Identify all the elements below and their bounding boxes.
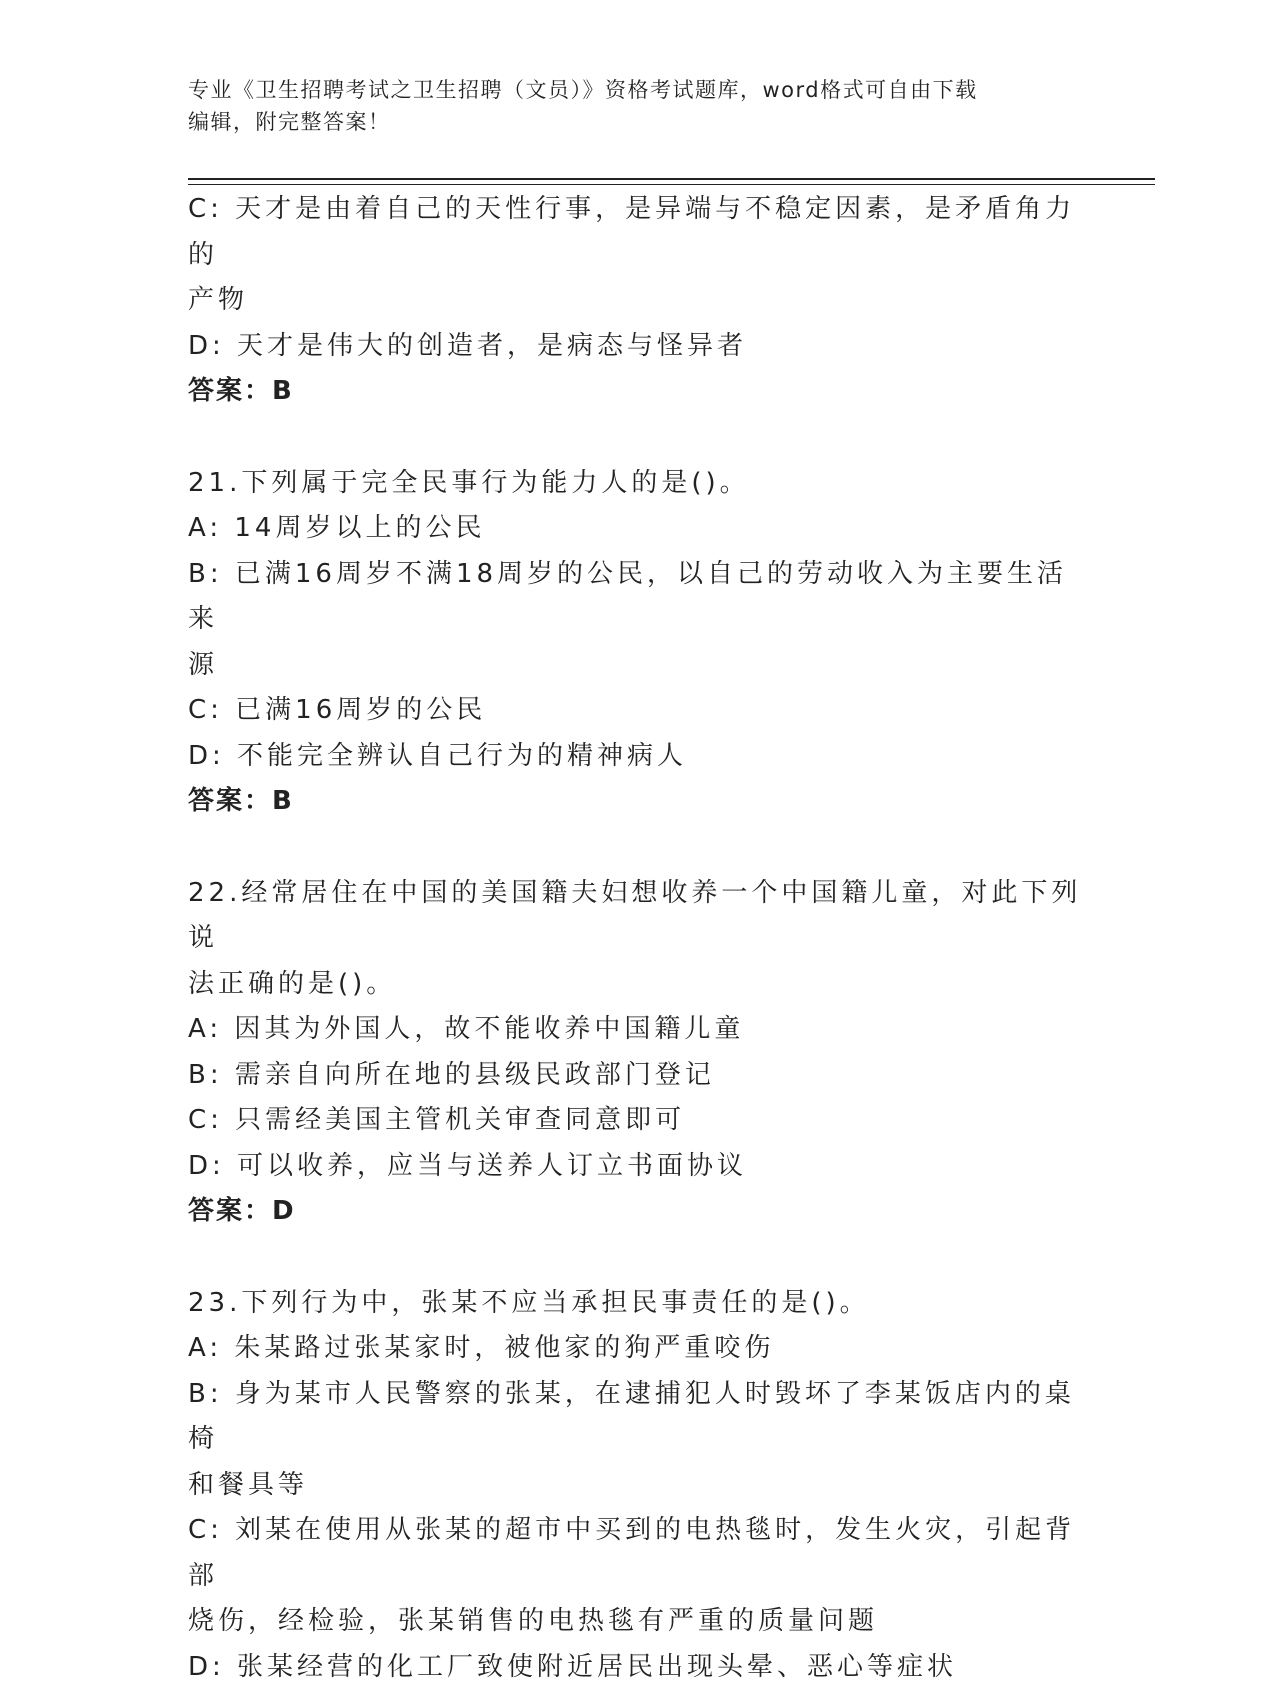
question-20-tail	[188, 187, 1088, 415]
q21-stem: 21.下列属于完全民事行为能力人的是()。	[188, 461, 1088, 507]
q23-option-c-line-1: C: 刘某在使用从张某的超市中买到的电热毯时，发生火灾，引起背部	[188, 1508, 1088, 1599]
q21-option-b-line-1: B: 已满16周岁不满18周岁的公民，以自己的劳动收入为主要生活来	[188, 552, 1088, 643]
q20-answer: 答案：B	[188, 369, 1088, 415]
q23-option-c-line-2: 烧伤，经检验，张某销售的电热毯有严重的质量问题	[188, 1599, 1088, 1645]
q23-option-b-line-2: 和餐具等	[188, 1463, 1088, 1509]
q22-option-b: B: 需亲自向所在地的县级民政部门登记	[188, 1053, 1088, 1099]
document-header	[188, 74, 1088, 138]
header-divider-thick	[188, 178, 1155, 180]
q20-option-c-line-2: 产物	[188, 278, 1088, 324]
q23-option-b-line-1: B: 身为某市人民警察的张某，在逮捕犯人时毁坏了李某饭店内的桌椅	[188, 1372, 1088, 1463]
q23-option-d: D: 张某经营的化工厂致使附近居民出现头晕、恶心等症状	[188, 1645, 1088, 1690]
q23-stem: 23.下列行为中，张某不应当承担民事责任的是()。	[188, 1281, 1088, 1327]
q21-answer: 答案：B	[188, 779, 1088, 825]
q20-option-d: D: 天才是伟大的创造者，是病态与怪异者	[188, 324, 1088, 370]
q22-option-a: A: 因其为外国人，故不能收养中国籍儿童	[188, 1007, 1088, 1053]
header-divider-thin	[188, 184, 1155, 185]
question-22	[188, 871, 1088, 1235]
q20-option-c-line-1: C: 天才是由着自己的天性行事，是异端与不稳定因素，是矛盾角力的	[188, 187, 1088, 278]
spacer	[188, 1235, 1088, 1281]
q23-option-a: A: 朱某路过张某家时，被他家的狗严重咬伤	[188, 1326, 1088, 1372]
header-line-1: 专业《卫生招聘考试之卫生招聘（文员）》资格考试题库，word格式可自由下载	[188, 74, 1088, 106]
q22-option-d: D: 可以收养，应当与送养人订立书面协议	[188, 1144, 1088, 1190]
spacer	[188, 415, 1088, 461]
q22-option-c: C: 只需经美国主管机关审查同意即可	[188, 1098, 1088, 1144]
q21-option-d: D: 不能完全辨认自己行为的精神病人	[188, 734, 1088, 780]
q22-stem-line-2: 法正确的是()。	[188, 962, 1088, 1008]
q21-option-c: C: 已满16周岁的公民	[188, 688, 1088, 734]
q21-option-a: A: 14周岁以上的公民	[188, 506, 1088, 552]
question-21	[188, 461, 1088, 825]
q22-stem-line-1: 22.经常居住在中国的美国籍夫妇想收养一个中国籍儿童，对此下列说	[188, 871, 1088, 962]
spacer	[188, 825, 1088, 871]
q22-answer: 答案：D	[188, 1189, 1088, 1235]
header-line-2: 编辑，附完整答案！	[188, 106, 1088, 138]
question-content	[188, 187, 1088, 1690]
question-23	[188, 1281, 1088, 1690]
q21-option-b-line-2: 源	[188, 643, 1088, 689]
